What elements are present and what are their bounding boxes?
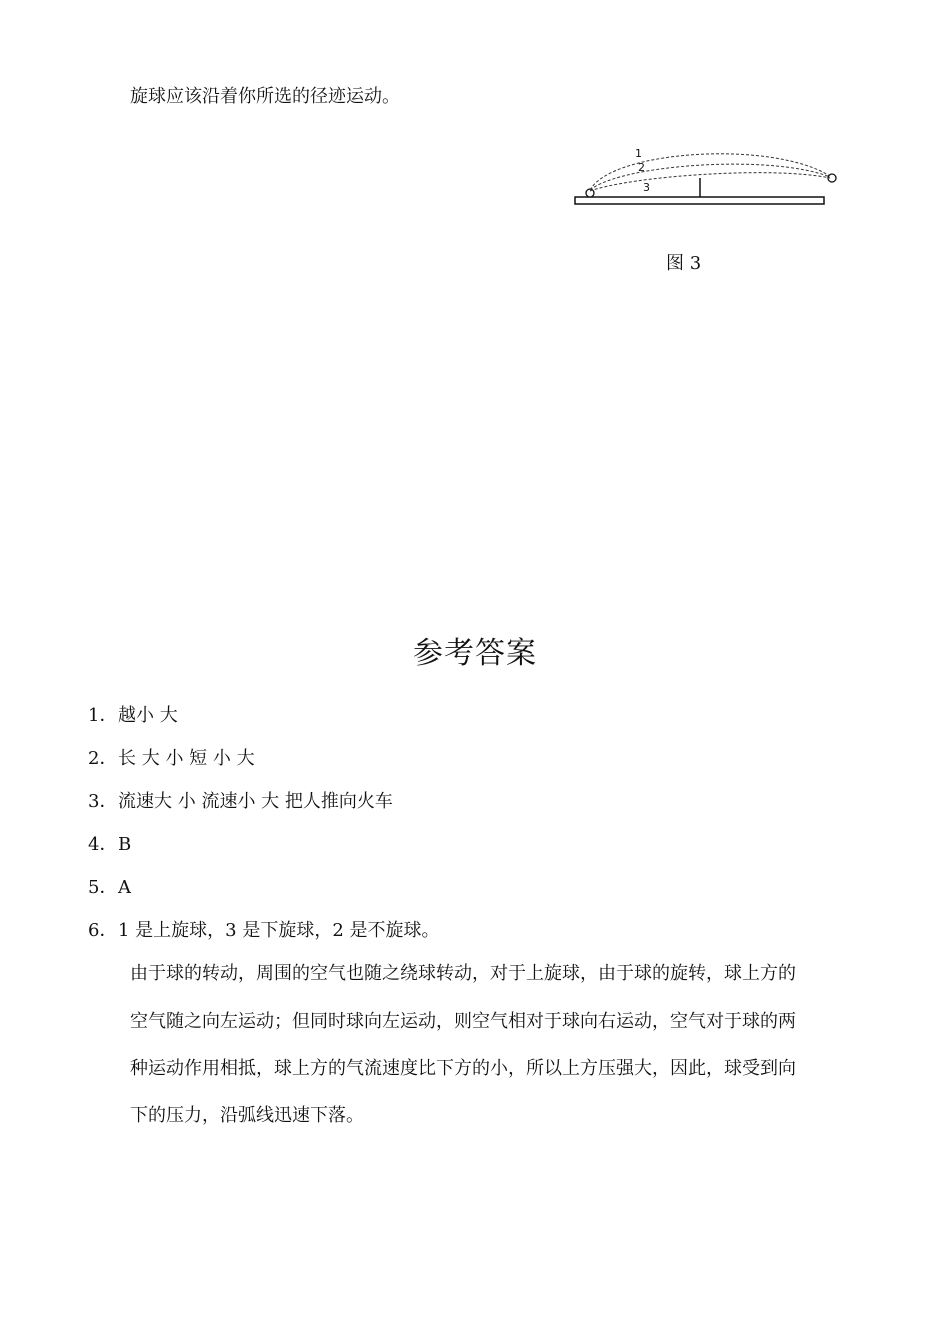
table-surface [575,197,824,204]
answer-number: 6． [88,920,118,941]
answer-number: 4． [88,834,118,855]
answer-item [88,791,393,813]
answer-number: 2． [88,748,118,769]
answer-item [88,834,131,856]
ball-trajectory-figure [572,140,838,212]
intro-text: 旋球应该沿着你所选的径迹运动。 [130,86,400,107]
explanation-line: 空气随之向左运动；但同时球向左运动，则空气相对于球向右运动，空气对于球的两 [130,1011,796,1032]
answer-text: 流速大 小 流速小 大 把人推向火车 [118,791,393,812]
trajectory-2 [590,164,830,190]
answer-text: A [118,877,131,898]
trajectory-label-1: 1 [635,147,642,160]
trajectory-3 [590,173,830,191]
answer-number: 1． [88,705,118,726]
answer-text: B [118,834,132,855]
answer-number: 3． [88,791,118,812]
answer-item [88,877,131,899]
answer-item [88,920,440,942]
trajectory-1 [590,154,830,190]
answer-item [88,748,255,770]
answer-text: 1 是上旋球，3 是下旋球，2 是不旋球。 [118,920,440,941]
explanation-line: 由于球的转动，周围的空气也随之绕球转动，对于上旋球，由于球的旋转，球上方的 [130,963,796,984]
answers-title: 参考答案 [413,636,537,671]
answer-text: 长 大 小 短 小 大 [118,748,255,769]
trajectory-label-3: 3 [643,181,650,194]
answer-number: 5． [88,877,118,898]
ball-start [586,189,594,197]
explanation-line: 种运动作用相抵，球上方的气流速度比下方的小，所以上方压强大，因此，球受到向 [130,1058,796,1079]
figure-caption: 图 3 [666,253,702,274]
trajectory-label-2: 2 [638,161,645,174]
answer-text: 越小 大 [118,705,178,726]
answer-item [88,705,178,727]
explanation-line: 下的压力，沿弧线迅速下落。 [130,1105,364,1126]
